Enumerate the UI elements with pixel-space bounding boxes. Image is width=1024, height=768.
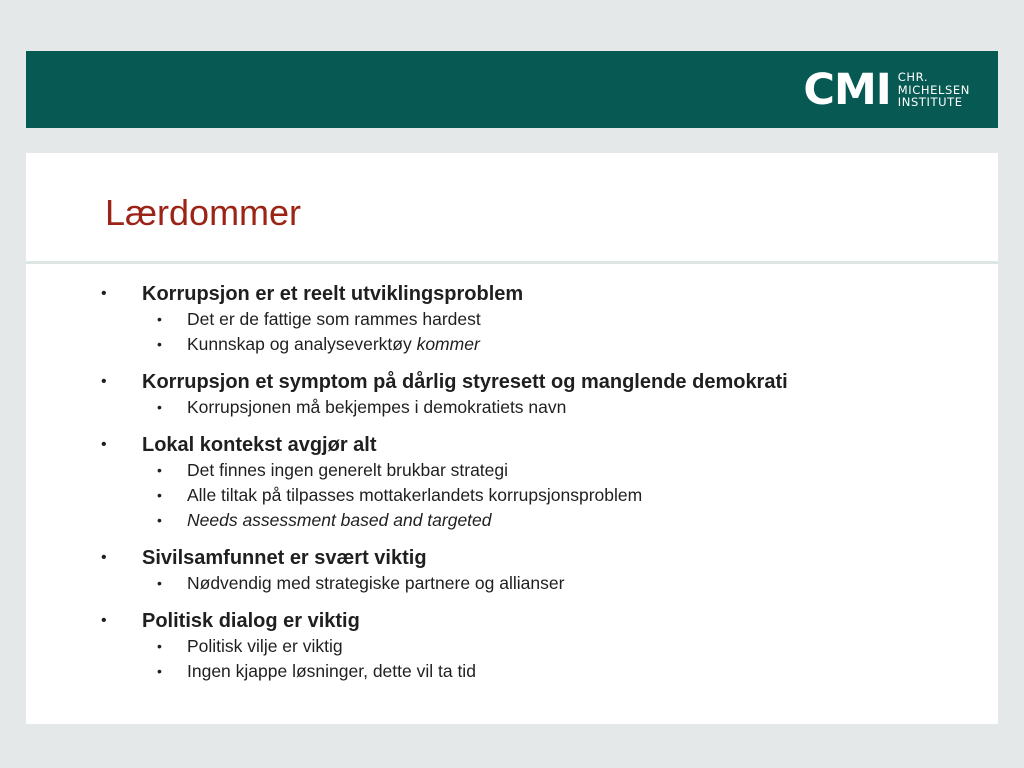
sub-bullet-text: Politisk vilje er viktig [187,636,343,656]
sub-bullet-text: Det er de fattige som rammes hardest [187,309,481,329]
sub-bullet-item [142,307,998,332]
bullet-glyph: • [101,285,107,302]
bullet-glyph: • [101,612,107,629]
bullet-glyph: • [101,373,107,390]
bullet-item [26,281,998,357]
sub-bullet-text: Nødvendig med strategiske partnere og allianser [187,573,565,593]
header-band [26,51,998,128]
sub-bullet-list [142,634,998,684]
sub-bullet-glyph: • [157,487,162,503]
logo-line-1: CHR. [897,70,929,85]
bullet-text: Politisk dialog er viktig [142,610,360,632]
cmi-logo [803,64,970,115]
bullet-glyph: • [101,549,107,566]
sub-bullet-glyph: • [157,399,162,415]
bullet-glyph: • [101,436,107,453]
sub-bullet-list [142,458,998,533]
sub-bullet-item [142,395,998,420]
bullet-list [26,281,998,696]
bullet-item [26,608,998,684]
sub-bullet-emphasis: kommer [416,334,480,354]
sub-bullet-item [142,483,998,508]
sub-bullet-list [142,307,998,357]
content-panel [26,264,998,724]
sub-bullet-glyph: • [157,462,162,478]
sub-bullet-item [142,659,998,684]
sub-bullet-item [142,634,998,659]
logo-mark: CMI [803,64,891,115]
logo-line-2: MICHELSEN [897,82,970,97]
logo-text [898,71,970,109]
sub-bullet-glyph: • [157,638,162,654]
sub-bullet-item [142,332,998,357]
bullet-text: Sivilsamfunnet er svært viktig [142,547,427,569]
sub-bullet-text: Alle tiltak på tilpasses mottakerlandets korrupsjonsproblem [187,485,643,505]
sub-bullet-item [142,508,998,533]
sub-bullet-item [142,458,998,483]
sub-bullet-glyph: • [157,663,162,679]
bullet-text: Lokal kontekst avgjør alt [142,434,377,456]
sub-bullet-list [142,395,998,420]
sub-bullet-glyph: • [157,336,162,352]
sub-bullet-glyph: • [157,311,162,327]
bullet-text: Korrupsjon er et reelt utviklingsproblem [142,283,524,305]
slide-title: Lærdommer [105,192,302,233]
sub-bullet-text: Kunnskap og analyseverktøy [187,334,417,354]
sub-bullet-text: Korrupsjonen må bekjempes i demokratiets navn [187,397,567,417]
sub-bullet-text: Det finnes ingen generelt brukbar strategi [187,460,509,480]
sub-bullet-text: Ingen kjappe løsninger, dette vil ta tid [187,661,476,681]
sub-bullet-glyph: • [157,512,162,528]
title-panel [26,153,998,261]
bullet-item [26,432,998,533]
sub-bullet-list [142,571,998,596]
bullet-item [26,369,998,420]
sub-bullet-emphasis: Needs assessment based and targeted [187,510,492,530]
bullet-text: Korrupsjon et symptom på dårlig styresett og manglende demokrati [142,371,788,393]
sub-bullet-glyph: • [157,575,162,591]
logo-line-3: INSTITUTE [897,95,963,110]
sub-bullet-item [142,571,998,596]
bullet-item [26,545,998,596]
